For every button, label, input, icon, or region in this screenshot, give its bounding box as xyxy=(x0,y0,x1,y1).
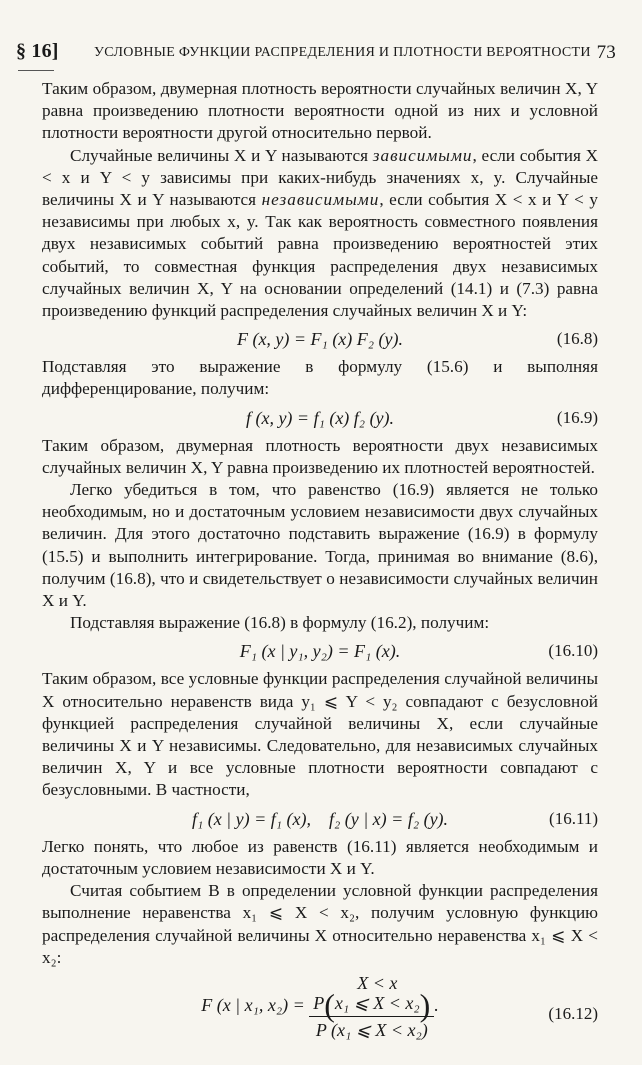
equation-16-12-lhs: F (x | x₁, x₂) = xyxy=(201,995,305,1016)
term-independent: независимыми xyxy=(261,190,380,210)
equation-16-11 xyxy=(42,802,598,836)
equation-16-12 xyxy=(42,969,598,1065)
term-dependent: зависимыми xyxy=(372,145,473,165)
paragraph-2-part-c: , если события X < x и Y < y независимы при любых x, y. Так как вероятность совместного появления двух независимых событий равна произведению вероятностей этих событий, то совместная функция распределения двух независимых случайных величин X, Y на основании определений (14.1) и (7.3) равна произведению функций распределения случайных величин X и Y: xyxy=(42,190,598,321)
paragraph-6: Подставляя выражение (16.8) в формулу (16.2), получим: xyxy=(70,613,490,633)
page-number: 73 xyxy=(596,42,616,63)
fraction-numerator: P( X < x x₁ ⩽ X < x₂ ) xyxy=(313,972,431,1023)
paragraph-2-part-b: , если события X < x и Y < y зависимы при каких-нибудь значениях x, y. Случайные величины X и Y называются xyxy=(42,145,598,210)
equation-16-10-number: (16.10) xyxy=(548,641,598,661)
paragraph-3: Подставляя это выражение в формулу (15.6) и выполняя дифференцирование, получим: xyxy=(42,357,598,399)
numerator-stack xyxy=(335,973,420,1013)
running-header xyxy=(16,38,616,68)
section-mark: § 16] xyxy=(16,40,59,62)
equation-16-9-expression: f (x, y) = f₁ (x) f₂ (y). xyxy=(245,407,395,428)
equation-16-9 xyxy=(42,401,598,435)
equation-16-11-number: (16.11) xyxy=(549,808,598,828)
equation-16-8-number: (16.8) xyxy=(556,329,598,349)
equation-16-10 xyxy=(42,634,598,668)
equation-16-12-end: . xyxy=(434,995,439,1016)
equation-16-12-number: (16.12) xyxy=(548,1003,598,1023)
numerator-bottom: x₁ ⩽ X < x₂ xyxy=(334,992,420,1013)
numerator-prefix: P xyxy=(313,992,325,1013)
equation-16-12-expression xyxy=(42,973,598,1041)
paragraph-7: Таким образом, все условные функции распределения случайной величины X относительно неравенств вида y₁ ⩽ Y < y₂ совпадают с безусловной функцией распределения случайной величины X, если случайные величины X и Y независимы. Следовательно, для независимых случайных величин X, Y и все условные плотности вероятности совпадают с безусловными. В частности, xyxy=(42,669,598,800)
equation-16-10-expression: F₁ (x | y₁, y₂) = F₁ (x). xyxy=(239,641,401,662)
paragraph-8: Легко понять, что любое из равенств (16.11) является необходимым и достаточным условием независимости X и Y. xyxy=(42,836,598,878)
equation-16-11-expression: f₁ (x | y) = f₁ (x), f₂ (y | x) = f₂ (y). xyxy=(191,808,449,829)
page-body xyxy=(42,78,598,1065)
paragraph-4: Таким образом, двумерная плотность вероятности двух независимых случайных величин X, Y равна произведению их плотностей вероятностей. xyxy=(42,435,598,477)
paragraph-9: Считая событием B в определении условной функции распределения выполнение неравенства x₁ ⩽ X < x₂, получим условную функцию распределения случайной величины X относительно неравенства x₁ ⩽ X < x₂: xyxy=(42,881,598,967)
paragraph-1: Таким образом, двумерная плотность вероятности случайных величин X, Y равна произведению плотности вероятности одной из них и условной плотности вероятности другой относительно первой. xyxy=(42,79,598,143)
paragraph-2-part-a: Случайные величины X и Y называются xyxy=(70,145,373,165)
equation-16-8 xyxy=(42,322,598,356)
equation-16-8-expression: F (x, y) = F₁ (x) F₂ (y). xyxy=(236,329,404,350)
header-title: УСЛОВНЫЕ ФУНКЦИИ РАСПРЕДЕЛЕНИЯ И ПЛОТНОСТИ ВЕРОЯТНОСТИ xyxy=(94,45,591,60)
paragraph-2 xyxy=(42,145,598,323)
paragraph-5: Легко убедиться в том, что равенство (16.9) является не только необходимым, но и достаточным условием независимости двух случайных величин. Для этого достаточно подставить выражение (16.9) в формулу (15.5) и выполнить интегрирование. Тогда, принимая во внимание (8.6), получим (16.8), что и свидетельствует о независимости случайных величин X и Y. xyxy=(42,480,598,611)
header-rule xyxy=(18,70,54,71)
equation-16-9-number: (16.9) xyxy=(556,407,598,427)
fraction-denominator: P (x₁ ⩽ X < x₂) xyxy=(309,1016,434,1041)
numerator-top: X < x xyxy=(357,972,398,993)
equation-16-12-fraction xyxy=(309,973,434,1041)
